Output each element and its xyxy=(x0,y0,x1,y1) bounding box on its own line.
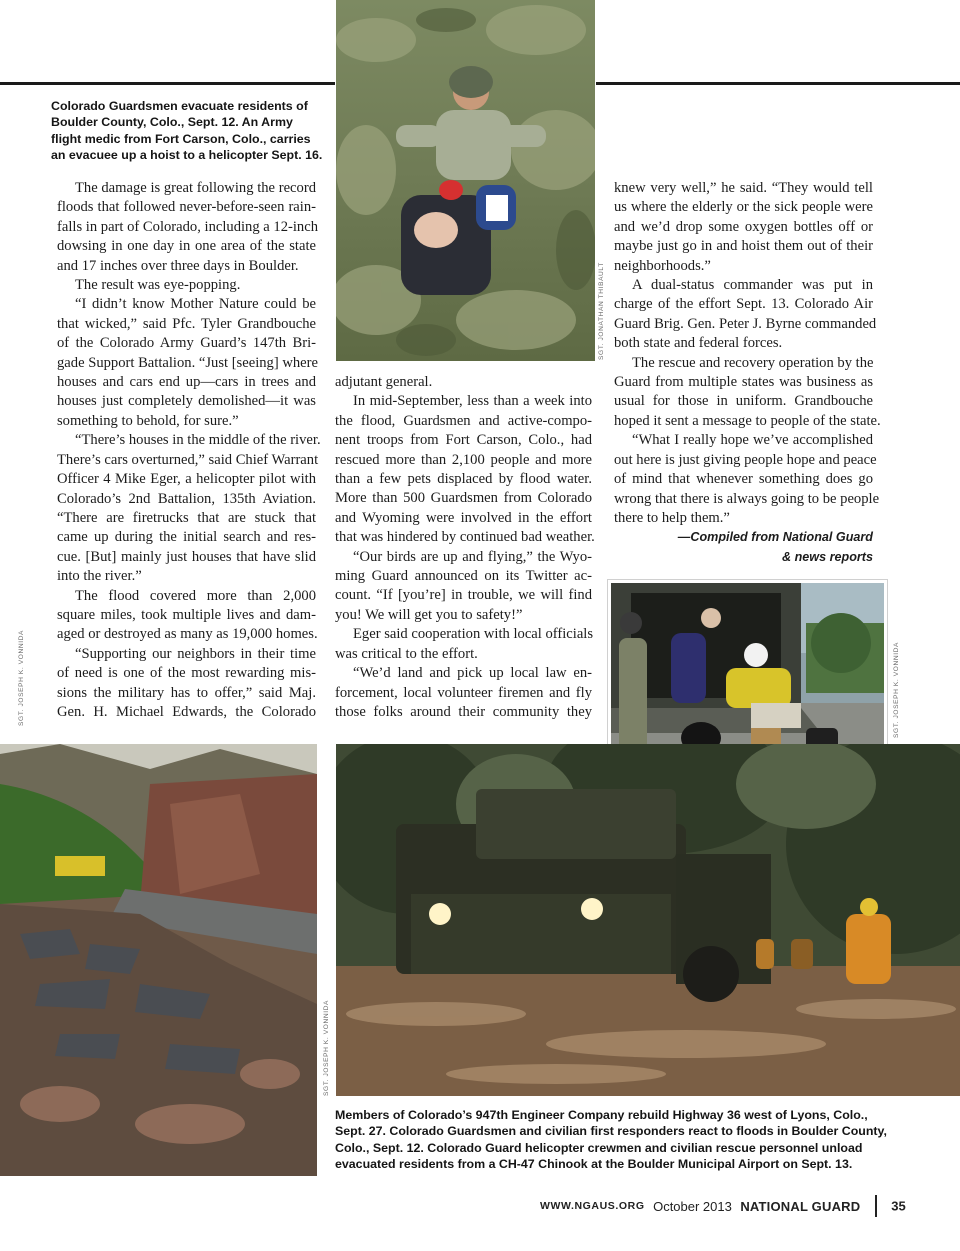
text-line: of need is one of the most rewarding mis- xyxy=(57,665,316,682)
page-number: 35 xyxy=(891,1198,906,1214)
signoff-line: & news reports xyxy=(782,549,873,564)
text-line: Gen. H. Michael Edwards, the Colorado xyxy=(57,703,316,720)
photo-truck-flood xyxy=(336,744,960,1096)
text-line: neighborhoods.” xyxy=(614,257,711,274)
text-line: maybe just go in and hoist them out of their xyxy=(614,238,873,255)
text-line: A dual-status commander was put in xyxy=(632,277,873,294)
caption-top xyxy=(51,98,326,163)
text-line: forcement, local volunteer firemen and fly xyxy=(335,684,592,701)
text-line: The damage is great following the record xyxy=(75,180,316,196)
text-line: you! We will get you to safety!” xyxy=(335,606,523,623)
article-signoff xyxy=(613,528,873,567)
text-line: More than 500 Guardsmen from Colorado xyxy=(335,490,592,507)
text-line: cue. [But] mainly just houses that have slid xyxy=(57,548,316,565)
caption-bottom xyxy=(335,1107,895,1172)
page-footer xyxy=(540,1195,906,1213)
photo-credit-left: SGT. JOSEPH K. VONNIDA xyxy=(18,629,25,726)
text-line: us where the elderly or the sick people were xyxy=(614,199,873,216)
text-line: houses and cars end up—cars in trees and xyxy=(57,374,316,391)
photo-credit-hoist: SGT. JONATHAN THIBAULT xyxy=(598,262,605,360)
footer-divider xyxy=(875,1195,877,1217)
text-line: “There are firetrucks that are stuck that xyxy=(57,509,316,526)
text-line: The flood covered more than 2,000 xyxy=(75,587,316,604)
caption-line: flight medic from Fort Carson, Colo., carries xyxy=(51,131,311,146)
caption-line: an evacuee up a hoist to a helicopter Sept. 16. xyxy=(51,147,323,162)
text-line: there to help them.” xyxy=(614,509,730,526)
text-line: Eger said cooperation with local officials xyxy=(353,626,594,643)
text-line: wrong that there is always going to be people xyxy=(614,490,880,507)
text-line: houses just completely demolished—it was xyxy=(57,393,316,410)
text-line: was critical to the effort. xyxy=(335,645,478,662)
article-column-1 xyxy=(57,179,321,722)
caption-line: Sept. 27. Colorado Guardsmen and civilian first responders react to floods in Boulder County, xyxy=(335,1124,887,1139)
text-line: aged or destroyed as many as 19,000 homes. xyxy=(57,626,318,643)
photo-highway-rebuild xyxy=(0,744,317,1176)
text-line: count. “If [you’re] in trouble, we will find xyxy=(335,587,592,604)
text-line: “Our birds are up and flying,” the Wyo- xyxy=(353,548,592,565)
top-rule-left xyxy=(0,82,335,85)
caption-line: Colo., Sept. 12. Colorado Guard helicopter crewmen and civilian rescue personnel unload xyxy=(335,1140,863,1155)
caption-line: Colorado Guardsmen evacuate residents of xyxy=(51,99,308,113)
text-line: the flood, Guardsmen and active-compo- xyxy=(335,412,592,429)
text-line: hoped it sent a message to people of the state. xyxy=(614,412,881,429)
photo-hoist-rescue xyxy=(336,0,595,361)
text-line: gade Support Battalion. “Just [seeing] where xyxy=(57,354,318,371)
text-line: The result was eye-popping. xyxy=(75,277,241,294)
text-line: and we’d drop some oxygen bottles off or xyxy=(614,218,873,235)
text-line: “What I really hope we’ve accomplished xyxy=(632,432,873,449)
text-line: that was hindered by continued bad weather. xyxy=(335,529,595,546)
text-line: “We’d land and pick up local law en- xyxy=(353,665,592,682)
signoff-line: —Compiled from National Guard xyxy=(677,530,873,544)
footer-magazine-name: NATIONAL GUARD xyxy=(740,1198,861,1214)
text-line: of mind that whenever something does go xyxy=(614,471,873,488)
text-line: “Supporting our neighbors in their time xyxy=(75,645,316,662)
text-line: and Wyoming were involved in the effort xyxy=(335,509,592,526)
text-line: rescued more than 2,100 people and more xyxy=(335,451,592,468)
text-line: adjutant general. xyxy=(335,374,433,390)
article-column-3 xyxy=(614,179,881,528)
text-line: that wicked,” said Pfc. Tyler Grandbouche xyxy=(57,315,316,332)
text-line: falls in part of Colorado, including a 12-inch xyxy=(57,218,319,235)
text-line: ming Guard announced on its Twitter ac- xyxy=(335,568,592,585)
text-line: In mid-September, less than a week into xyxy=(353,393,592,410)
text-line: and 17 inches over three days in Boulder. xyxy=(57,257,299,274)
text-line: Officer 4 Mike Eger, a helicopter pilot with xyxy=(57,471,316,488)
text-line: something to behold, for sure.” xyxy=(57,412,239,429)
top-rule-right xyxy=(596,82,960,85)
photo-credit-truck: SGT. JOSEPH K. VONNIDA xyxy=(323,999,330,1096)
text-line: nent troops from Fort Carson, Colo., had xyxy=(335,432,592,449)
text-line: “I didn’t know Mother Nature could be xyxy=(75,296,316,313)
text-line: knew very well,” he said. “They would tell xyxy=(614,180,873,196)
text-line: charge of the effort Sept. 13. Colorado Air xyxy=(614,296,873,313)
text-line: Colorado’s 2nd Battalion, 135th Aviation. xyxy=(57,490,316,507)
text-line: “There’s houses in the middle of the river. xyxy=(75,432,321,449)
text-line: out here is just giving people hope and peace xyxy=(614,451,877,468)
caption-line: Members of Colorado’s 947th Engineer Company rebuild Highway 36 west of Lyons, Colo., xyxy=(335,1108,868,1122)
text-line: There’s cars overturned,” said Chief Warrant xyxy=(57,451,319,468)
text-line: floods that followed never-before-seen rain- xyxy=(57,199,316,216)
footer-date: October 2013 xyxy=(653,1198,732,1214)
footer-url[interactable]: WWW.NGAUS.ORG xyxy=(540,1200,645,1212)
article-column-2 xyxy=(335,373,595,722)
caption-line: Boulder County, Colo., Sept. 12. An Army xyxy=(51,115,293,130)
text-line: sions the military has to offer,” said Maj. xyxy=(57,684,316,701)
text-line: both state and federal forces. xyxy=(614,335,783,352)
text-line: of the Colorado Army Guard’s 147th Bri- xyxy=(57,335,316,352)
text-line: into the river.” xyxy=(57,568,142,585)
text-line: usual for those in uniform. Grandbouche xyxy=(614,393,873,410)
text-line: those folks around their community they xyxy=(335,703,592,720)
caption-line: evacuated residents from a CH-47 Chinook at the Boulder Municipal Airport on Sept. 13. xyxy=(335,1156,853,1171)
text-line: Guard from multiple states was business as xyxy=(614,374,873,391)
text-line: dowsing in one day in one area of the state xyxy=(57,238,316,255)
text-line: came up during the initial search and res- xyxy=(57,529,316,546)
text-line: Guard Brig. Gen. Peter J. Byrne commanded xyxy=(614,315,877,332)
photo-credit-chinook: SGT. JOSEPH K. VONNIDA xyxy=(893,641,900,738)
text-line: than a few pets displaced by flood water. xyxy=(335,471,592,488)
text-line: square miles, took multiple lives and dam- xyxy=(57,606,316,623)
text-line: The rescue and recovery operation by the xyxy=(632,354,874,371)
